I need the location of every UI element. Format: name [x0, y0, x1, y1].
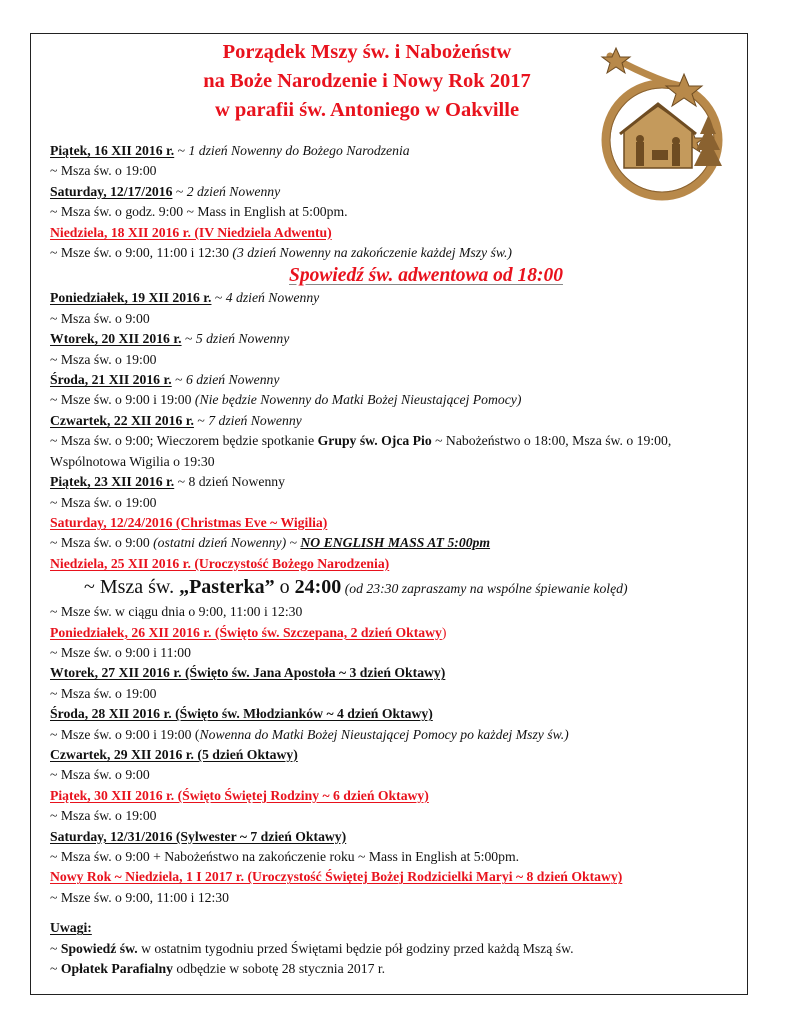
day-note: 6 dzień Nowenny: [185, 372, 280, 388]
mass-times: ~ Msza św. o 19:00: [50, 494, 157, 510]
schedule-day: [50, 554, 750, 574]
mass-times: ~ Msza św. o 19:00: [50, 351, 157, 367]
mass-text: ~ Msze św. o 9:00 i 19:00: [50, 392, 195, 408]
mass-times: ~ Msza św. o 9:00: [50, 310, 150, 326]
schedule-day: [50, 786, 750, 806]
schedule-day: [50, 411, 750, 431]
mass-times: [50, 533, 750, 553]
paren: ): [441, 624, 447, 640]
schedule-day: [50, 288, 750, 308]
mass-times: ~ Msza św. o 9:00: [50, 767, 150, 783]
schedule-day: [50, 867, 750, 887]
bullet: ~: [50, 940, 61, 956]
day-heading: Czwartek, 22 XII 2016 r.: [50, 412, 194, 428]
day-note: 5 dzień Nowenny: [195, 331, 290, 347]
mass-text: o: [274, 576, 295, 599]
mass-note: Nowenna do Matki Bożej Nieustającej Pomocy po każdej Mszy św.): [199, 726, 569, 742]
confession-banner: [50, 263, 750, 288]
mass-times: ~ Msze św. o 9:00 i 11:00: [50, 644, 191, 660]
schedule-day: [50, 704, 750, 724]
mass-times: ~ Msza św. o godz. 9:00 ~ Mass in English at 5:00pm.: [50, 204, 348, 220]
pasterka-time: 24:00: [294, 576, 342, 599]
mass-times: ~ Msza św. o 19:00: [50, 163, 157, 179]
group-name: Grupy św. Ojca Pio: [317, 433, 432, 449]
mass-times: ~ Msza św. o 9:00 + Nabożeństwo na zakończenie roku ~ Mass in English at 5:00pm.: [50, 849, 520, 864]
mass-text: ~ Msza św. o 9:00: [50, 535, 154, 551]
mass-text: ~ Msze św. o 9:00, 11:00 i 12:30: [50, 245, 233, 261]
schedule-list: [50, 141, 750, 979]
title-line: Porządek Mszy św. i Nabożeństw: [222, 41, 512, 63]
note-item: [50, 959, 750, 979]
schedule-day: [50, 513, 750, 533]
title-line: na Boże Narodzenie i Nowy Rok 2017: [203, 70, 531, 92]
schedule-day: [50, 182, 750, 202]
mass-text: ~ Msze św. o 9:00 i 19:00 (: [50, 726, 200, 742]
day-heading: Nowy Rok ~ Niedziela, 1 I 2017 r. (Uroczystość Świętej Bożej Rodzicielki Maryi ~ 8 dzień Oktawy): [50, 869, 623, 885]
note-text: w ostatnim tygodniu przed Świętami będzie pół godziny przed każdą Mszą św.: [137, 940, 574, 956]
mass-text: ~ Msza św. o 9:00; Wieczorem będzie spotkanie: [50, 433, 318, 449]
pasterka-name: „Pasterka”: [179, 576, 275, 599]
confession-text: Spowiedź św. adwentowa od 18:00: [289, 265, 563, 287]
mass-times: [50, 431, 730, 472]
mass-times: [50, 725, 750, 745]
day-note: ~ 8 dzień Nowenny: [174, 474, 285, 490]
mass-times: ~ Msza św. o 19:00: [50, 808, 157, 824]
day-heading: Wtorek, 27 XII 2016 r. (Święto św. Jana Apostoła ~ 3 dzień Oktawy): [50, 665, 446, 681]
separator: ~: [193, 412, 209, 428]
separator: ~: [171, 372, 186, 388]
day-note: 7 dzień Nowenny: [208, 412, 302, 428]
schedule-day: [50, 663, 750, 683]
no-english-mass-notice: NO ENGLISH MASS AT 5:00pm: [300, 535, 491, 551]
mass-times: [50, 243, 750, 263]
mass-note: (Nie będzie Nowenny do Matki Bożej Nieustającej Pomocy): [194, 392, 522, 408]
schedule-day: [50, 623, 750, 643]
schedule-day: [50, 745, 750, 765]
day-note: 4 dzień Nowenny: [225, 290, 320, 306]
schedule-day: [50, 827, 750, 847]
note-text: odbędzie w sobotę 28 stycznia 2017 r.: [173, 961, 386, 977]
notes-heading-text: Uwagi:: [50, 920, 92, 936]
spacer: [50, 908, 750, 918]
mass-text: ~ Msza św.: [84, 576, 180, 599]
day-heading: Piątek, 30 XII 2016 r. (Święto Świętej Rodziny ~ 6 dzień Oktawy): [50, 787, 429, 803]
page-title: [163, 38, 571, 125]
day-note: 1 dzień Nowenny do Bożego Narodzenia: [188, 143, 410, 158]
separator: ~: [211, 290, 226, 306]
day-heading: Czwartek, 29 XII 2016 r. (5 dzień Oktawy): [50, 746, 298, 762]
mass-note: (od 23:30 zapraszamy na wspólne śpiewanie kolęd): [341, 581, 628, 597]
schedule-day: [50, 141, 750, 161]
mass-times: ~ Msza św. o 19:00: [50, 685, 157, 701]
day-heading: Środa, 28 XII 2016 r. (Święto św. Młodzianków ~ 4 dzień Oktawy): [50, 706, 433, 722]
day-heading: Wtorek, 20 XII 2016 r.: [50, 331, 182, 347]
day-heading: Niedziela, 18 XII 2016 r. (IV Niedziela Adwentu): [50, 224, 332, 240]
mass-times: ~ Msze św. w ciągu dnia o 9:00, 11:00 i 12:30: [50, 604, 303, 620]
schedule-day: [50, 472, 750, 492]
mass-note: (3 dzień Nowenny na zakończenie każdej Mszy św.): [232, 245, 512, 261]
separator: ~: [174, 143, 189, 158]
schedule-day: [50, 329, 750, 349]
title-line: w parafii św. Antoniego w Oakville: [214, 99, 520, 121]
mass-text: ~ Nabożeństwo o 18:00, Msza św. o 19:00, Wspólnotowa Wigilia o 19:30: [50, 433, 672, 469]
mass-note: (ostatni dzień Nowenny): [153, 535, 287, 551]
notes-heading: [50, 918, 750, 938]
day-heading: Saturday, 12/17/2016: [50, 183, 173, 199]
day-heading: Niedziela, 25 XII 2016 r. (Uroczystość Bożego Narodzenia): [50, 555, 390, 571]
pasterka-line: [50, 574, 750, 602]
schedule-day: [50, 223, 750, 243]
day-heading: Saturday, 12/24/2016 (Christmas Eve ~ Wigilia): [50, 514, 328, 530]
separator: ~: [286, 535, 301, 551]
day-heading: Środa, 21 XII 2016 r.: [50, 372, 172, 388]
mass-times: ~ Msze św. o 9:00, 11:00 i 12:30: [50, 889, 229, 905]
separator: ~: [181, 331, 196, 347]
note-keyword: Spowiedź św.: [60, 940, 138, 956]
day-note: 2 dzień Nowenny: [186, 183, 281, 199]
day-heading: Piątek, 23 XII 2016 r.: [50, 474, 175, 490]
note-keyword: Opłatek Parafialny: [60, 961, 173, 977]
mass-times: [50, 390, 750, 410]
day-heading: Piątek, 16 XII 2016 r.: [50, 143, 175, 158]
separator: ~: [172, 183, 187, 199]
bullet: ~: [50, 961, 61, 977]
day-heading: Poniedziałek, 26 XII 2016 r. (Święto św. Szczepana, 2 dzień Oktawy: [50, 624, 442, 640]
day-heading: Poniedziałek, 19 XII 2016 r.: [50, 290, 212, 306]
note-item: [50, 939, 750, 959]
schedule-day: [50, 370, 750, 390]
day-heading: Saturday, 12/31/2016 (Sylwester ~ 7 dzień Oktawy): [50, 828, 347, 844]
